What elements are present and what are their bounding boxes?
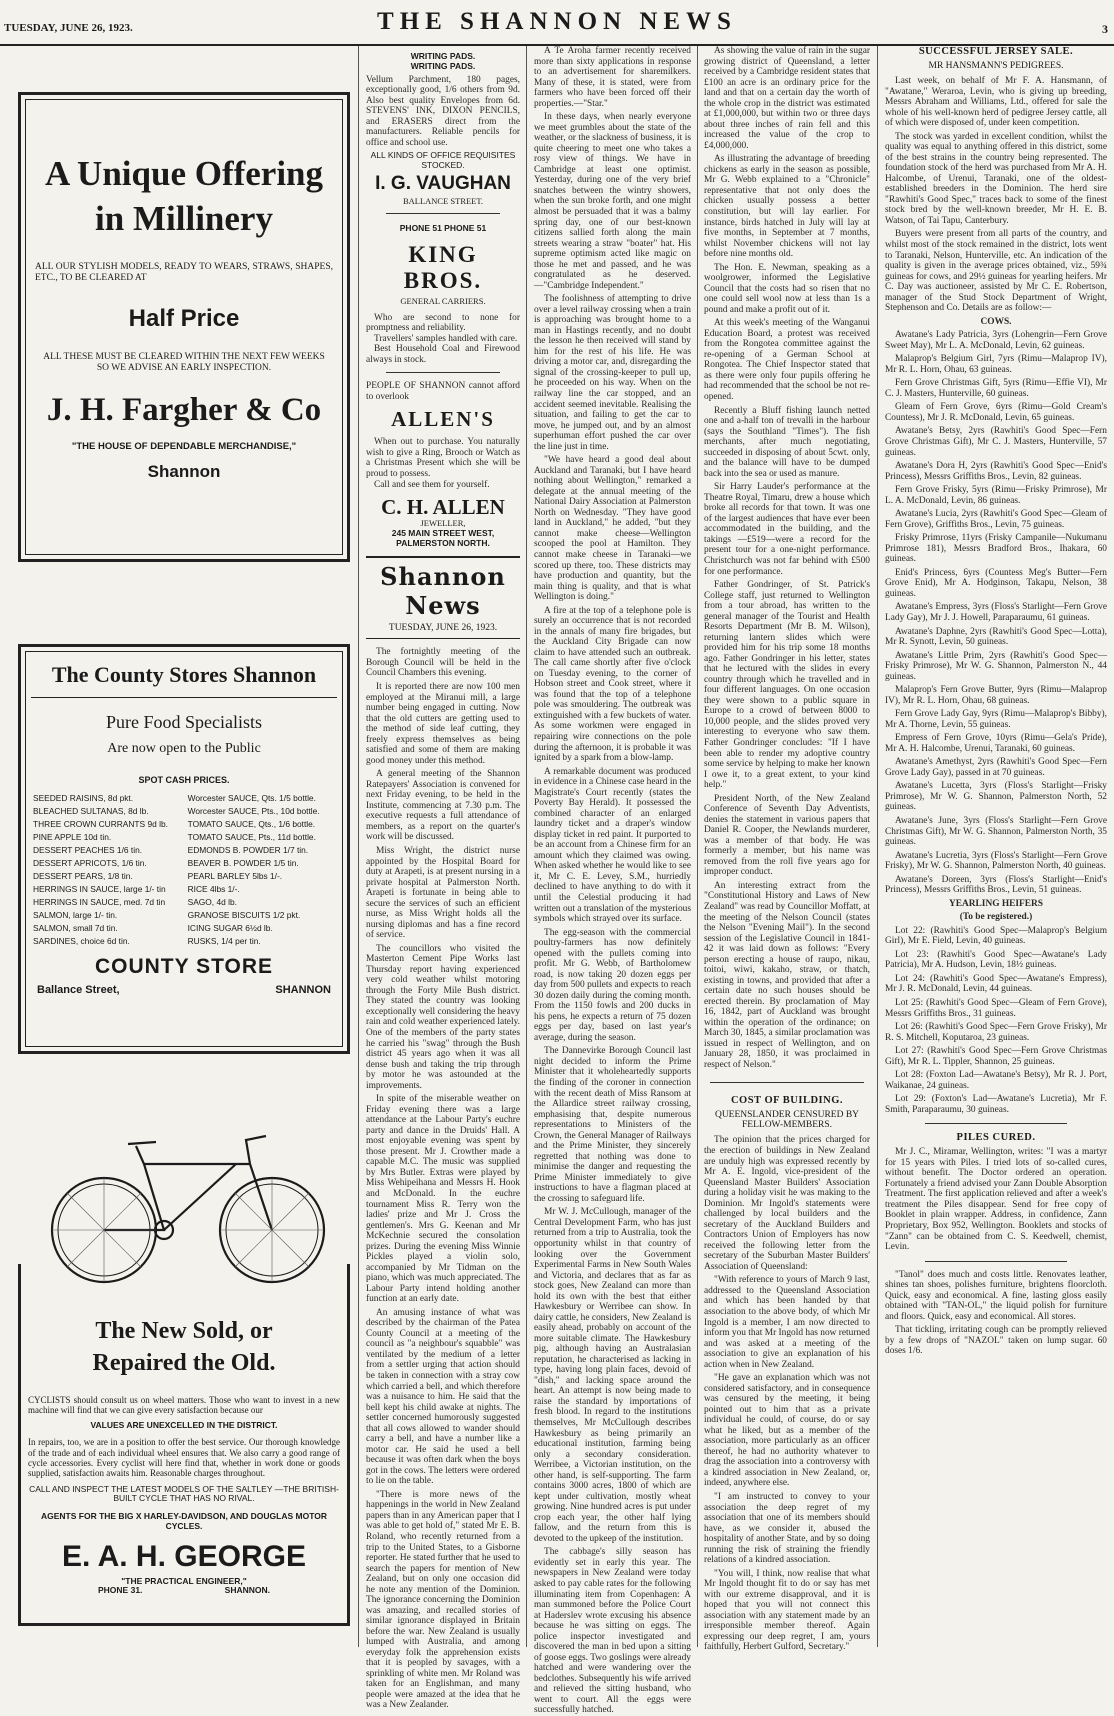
article-paragraph: A fire at the top of a telephone pole is surely an occurrence that is not recorded in the annals of many fire brigades, but the Auckland City Brigade can now claim to have attended such an outbreak. The call came shortly after five o'clock on Tuesday evening, to the corner of Hobson street and Cook street, where it was found that the top of a telephone pole was smouldering. The outbreak was extinguished with a few buckets of water. As some workmen were engaged in repairing wire connections on the pole during the afternoon, it is probable it was ignited by a spark from a blow-lamp. [534,605,691,764]
editorial-date: TUESDAY, JUNE 26, 1923. [388,623,498,634]
column-rule [877,46,878,1647]
article-paragraph: Lot 27: (Rawhiti's Good Spec—Fern Grove Christmas Gift), Mr R. L. Tippler, Shannon, 25 guineas. [885,1046,1107,1067]
building-subheading: QUEENSLANDER CENSURED BY FELLOW-MEMBERS. [714,1110,860,1131]
price-row [31,908,337,921]
bicycle-icon [36,1118,336,1288]
cycle-advert [18,1118,350,1626]
millinery-advert [18,92,350,562]
article-paragraph: Mr W. J. McCullough, manager of the Central Development Farm, who has just returned from a trip to Australia, took the opportunity whilst in that country of looking over the Government Experimental Farms in New South Wales and Victoria, and declares that as far as stock goes, New Zealand can more than hold its own with the best that either Hawkesbury or Werribee can show. In dairy cattle, he considers, New Zealand is easily ahead, probably on account of the more suitable climate. The Hawkesbury pig, although having an Australasian reputation, he characterised as lacking in type, having long plain faces, devoid of "dish," and lacking space around the heart. An attempt is now being made to raise the standard by importations of fresh blood. In regard to the institutions themselves, Mr McCullough describes Hawkesbury as being primarily an educational institution, farming being only a secondary consideration. Werribee, a Victorian institution, on the other hand, is self-supporting. The farm contains 3000 acres, 1800 of which are kept under cultivation, mostly wheat growing. Nine hundred acres is put under crop each year, the other half lying fallow, and the return from this is devoted to the upkeep of the institution. [534,1207,691,1544]
price-row [31,934,337,947]
price-item: BEAVER B. POWDER 1/5 tin. [187,857,299,868]
vaughan-stock: ALL KINDS OF OFFICE REQUISITES STOCKED. [370,150,516,171]
jersey-article [885,76,1107,1115]
cycle-values: VALUES ARE UNEXCELLED IN THE DISTRICT. [90,1420,278,1431]
king-phones: PHONE 51 PHONE 51 [399,223,487,234]
jersey-heading: SUCCESSFUL JERSEY SALE. [918,46,1074,57]
article-paragraph: Sir Harry Lauder's performance at the Theatre Royal, Timaru, drew a house which broke all records for that town. It was one of the largest audiences that have ever been accommodated in the building, and the takings —£519—were a record for the present tour for a one-night performance. Christchurch was not far behind with £500 for one performance. [704,482,870,577]
article-paragraph: Lot 23: (Rawhiti's Good Spec—Awatane's Lady Patricia), Mr A. Hudson, Levin, 18½ guineas. [885,949,1107,971]
article-paragraph: The fortnightly meeting of the Borough Council will be held in the Council Chambers this evening. [366,647,520,679]
article-paragraph: As showing the value of rain in the sugar growing district of Queensland, a letter received by a Cambridge resident states that £100 an acre is an ordinary price for the land and that on a certain day the worth of the whole crop in the district was estimated at £1,000,000, but within two or three days about three inches of rain fell and this increased the value of the crop to £4,000,000. [704,46,870,151]
article-paragraph: Awatane's June, 3yrs (Floss's Starlight—Fern Grove Christmas Gift), Mr W. G. Shannon, Palmerston North, 35 guineas. [885,816,1107,848]
article-paragraph: "You will, I think, now realise that what Mr Ingold thought fit to do or say has met with our extreme disapproval, and it is hoped that you will not connect this association with any statement made by an irresponsible member thereof. Again expressing our deep regret, I am, yours faithfully, Herbert Gulford, Secretary." [704,1568,870,1653]
tanol-advert [885,1270,1107,1357]
page-number: 3 [1102,22,1108,36]
article-paragraph: The stock was yarded in excellent condition, whilst the quality was equal to anything offered in this district, some of the best strains in the country being represented. The foundation stock of the herd was purchased from Mr A. H. Halcombe, of Urenui, Taranaki, one of the oldest-established breeders in the Dominion. The herd sire "Rawhiti's Good Spec," traces back to some of the finest stock bred by the well-known breeder, Mr H. E. B. Watson, of Tai Tapu, Canterbury. [885,131,1107,226]
price-list [31,791,337,947]
article-paragraph: A remarkable document was produced in evidence in a Chinese case heard in the Magistrate's Court recently (states the Poverty Bay Herald). It possessed the combined character of an enlarged laundry ticket and a draper's window display ticket in red paint. It purported to be an account from a Chinese firm for an amount which they claimed was owing. When asked whether he would like to see it, Mr C. E. Levey, S.M., hurriedly declined to have anything to do with it until the Celestial producing it had written out a translation of the mysterious symbols which strayed over its surface. [534,766,691,925]
article-paragraph: President North, of the New Zealand Conference of Seventh Day Adventists, denies the statement in various papers that Daniel R. Cooper, the Newlands murderer, was a member of that body. He was formerly a member, but his name was removed from the roll five years ago for improper conduct. [704,793,870,878]
shannon-news-flag: Shannon News [380,562,506,621]
price-row [31,869,337,882]
article-paragraph: COWS. [980,316,1012,327]
piles-body [885,1147,1107,1252]
article-paragraph: (To be registered.) [959,912,1033,923]
article-paragraph: "I am instructed to convey to your association the deep regret of my association that one of its members should have, as we consider it, abused the hospitality of another State, and by so doing running the risk of straining the friendly relations of a kindred association. [704,1492,870,1566]
article-paragraph: An amusing instance of what was described by the chairman of the Patea County Council at a meeting of the council as "a neighbour's squabble" was ventilated by the medium of a letter from a settler urging that action should be taken in connection with a stray cow which carried a bell, and which therefore was a nuisance to him. He said that the bell kept his child awake at nights. The settler concerned humorously suggested that all cows allowed to wander should carry a bell, and have a number like a motor car. He said he used a bell because it was often dark when the boys got in the cows. The letters were ordered to lie on the table. [366,1307,520,1487]
allen-call: Call and see them for yourself. [374,479,490,490]
article-paragraph: The cabbage's silly season has evidently set in early this year. The newspapers in New Zealand were today asked to pay cable rates for the following illuminating item from Copenhagen: A man summoned before the Police Court at Haderslev wrote excusing his absence because he was sitting on eggs. The police inspector investigated and discovered the man in bed upon a sitting of goose eggs. Two goslings were already hatched and were wandering over the bedclothes. Subsequently his wife arrived and relieved the sitting husband, who went to court. All the eggs were successfully hatched. [534,1547,691,1716]
price-item: RICE 4lbs 1/-. [187,883,240,894]
article-paragraph: Malaprop's Belgium Girl, 7yrs (Rimu—Malaprop IV), Mr R. L. Horn, Ohau, 63 guineas. [885,354,1107,375]
article-paragraph: In these days, when nearly everyone we meet grumbles about the state of the weather, or the slackness of business, it is quite cheering to meet one who takes a rosy view of things. We have in Cambridge at least one optimist. Yesterday, during one of the very brief snatches between the wintry showers, when the sun broke forth, and one might almost be persuaded that it was a balmy spring day, one of our best-known citizens sallied forth along the main streets wearing a straw "boater" hat. His supreme optimism acted like magic on those he met and passed, and he was congratulated as he deserved.—"Cambridge Independent." [534,112,691,291]
column-rule [358,46,359,1647]
building-heading: COST OF BUILDING. [730,1095,844,1107]
allen-name-big: ALLEN'S [391,407,495,432]
allen-advert [366,381,520,548]
price-item: HERRINGS IN SAUCE, large 1/- tin [33,883,166,894]
vaughan-line2: WRITING PADS. [410,60,476,71]
millinery-notice: ALL THESE MUST BE CLEARED WITHIN THE NEXT FEW WEEKS SO WE ADVISE AN EARLY INSPECTION. [43,352,325,374]
price-row [31,791,337,804]
price-item: SALMON, small 7d tin. [33,922,118,933]
allen-address2: PALMERSTON NORTH. [396,537,490,548]
county-open: Are now open to the Public [107,741,261,757]
article-paragraph: Awatane's Empress, 3yrs (Floss's Starlight—Fern Grove Lady Gay), Mr J. J. Howell, Paraparaumu, 61 guineas. [885,602,1107,623]
article-paragraph: Enid's Princess, 6yrs (Countess Meg's Butter—Fern Grove Enid), Mr A. Hodginson, Takapu, Nelson, 38 guineas. [885,567,1107,599]
vaughan-advert [366,52,520,206]
price-item: Worcester SAUCE, Pts., 10d bottle. [187,805,320,816]
price-item: SEEDED RAISINS, 8d pkt. [33,792,134,803]
article-paragraph: Father Gondringer, of St. Patrick's College staff, just returned to Wellington from a tour abroad, has written to the general manager of the Tourist and Health Resorts Department (Mr B. M. Wilson), returning lantern slides which were provided him for his trip some 18 months ago. Father Gondringer in his letter, states that he lectured with the slides in every country through which he travelled and in four different languages. On one occasion they were shown to a public square in Europe to a crowd of between 8000 to 10,000 people, and the slides proved very interesting to everyone who saw them. Father Gondringer concludes: "If I have been able to render my adoptive country some service by helping to make her known I owe it, to a great extent, to your kind help." [704,580,870,791]
article-paragraph: Malaprop's Fern Grove Butter, 9yrs (Rimu—Malaprop IV), Mr R. L. Horn, Ohau, 68 guineas. [885,685,1107,706]
price-item: BLEACHED SULTANAS, 8d lb. [33,805,149,816]
millinery-intro: ALL OUR STYLISH MODELS, READY TO WEARS, STRAWS, SHAPES, ETC., TO BE CLEARED AT [35,262,333,283]
article-paragraph: Fern Grove Frisky, 5yrs (Rimu—Frisky Primrose), Mr L. A. McDonald, Levin, 86 guineas. [885,485,1107,506]
price-item: DESSERT PEARS, 1/8 tin. [33,870,133,881]
allen-address1: 245 MAIN STREET WEST, [391,527,495,538]
price-row [31,895,337,908]
king-name: KING BROS. [403,242,483,293]
news-paragraphs-3 [534,46,691,1716]
cycle-tagline: "THE PRACTICAL ENGINEER," [121,1575,247,1586]
article-paragraph: The opinion that the prices charged for the erection of buildings in New Zealand are unduly high was expressed recently by Mr A. E. Ingold, vice-president of the Queensland Master Builders' Association during a holiday visit he was making to the Dominion. Mr Ingold's statements were challenged by local builders and the secretary of the Auckland Builders and Contractors Union of Employers has now received the following letter from the secretary of the Suburban Master Builders' Association of Queensland: [704,1135,870,1272]
article-paragraph: It is reported there are now 100 men employed at the Miranui mill, a large number being engaged in cutting. Now that the old cutters are getting used to the method of side leaf cutting, they freely express themselves as being satisfied and some of them are making good money under this method. [366,682,520,766]
article-paragraph: Fern Grove Lady Gay, 9yrs (Rimu—Malaprop's Bibby), Mr A. Thorne, Levin, 55 guineas. [885,709,1107,730]
article-paragraph: The Dannevirke Borough Council last night decided to inform the Prime Minister that it wholeheartedly supports the finding of the coroner in connection with the recent death of Miss Ransom at the Allardice street railway crossing, emphasising that, despite numerous representations to Ministers of the Crown, the General Manager of Railways and the Prime Minister, they sincerely regretted that nothing was done to minimise the danger and requesting the Prime Minister immediately to give instructions to have a flagman placed at the crossing to safeguard life. [534,1046,691,1204]
price-item: SARDINES, choice 6d tin. [33,935,130,946]
price-item: GRANOSE BISCUITS 1/2 pkt. [187,909,301,920]
cycle-firm: E. A. H. GEORGE [62,1539,306,1573]
millinery-firm: J. H. Fargher & Co [46,392,322,429]
county-town: SHANNON [275,984,331,997]
column-4 [704,46,870,1653]
article-paragraph: Awatane's Betsy, 2yrs (Rawhiti's Good Spec—Fern Grove Christmas Gift), Mr C. J. Masters, Hunterville, 57 guineas. [885,426,1107,458]
cycle-intro: CYCLISTS should consult us on wheel matters. Those who want to invest in a new machine will find that we can give every satisfaction because our [28,1394,340,1416]
price-item: THREE CROWN CURRANTS 9d lb. [33,818,168,829]
article-paragraph: An interesting extract from the "Constitutional History and Laws of New Zealand" was read by Councillor Moffatt, at the meeting of the Nelson Council (states the Nelson "Evening Mail"). In the second session of the Legislative Council in 1841-42 it was laid down as follows: "Every person erecting a house of raupo, nikau, toitoi, wiwi, kakaho, straw, or thatch, existing in towns, and provided that after a certain date no such houses should be erected therein. By proclamation of May 16, 1842, part of Auckland was brought within the operation of the ordinance; on March 30, 1845, a similar proclamation was issued in respect of Wellington, and on January 28, 1850, it was proclaimed in respect of Nelson." [704,880,870,1070]
price-row [31,817,337,830]
piles-text: Mr J. C., Miramar, Wellington, writes: "I was a martyr for 15 years with Piles. I tried lots of so-called cures, without benefit. The Doctor ordered an operation. Fortunately a friend advised your Zann Double Absorption Treatment. The first application relieved and after a week's treatment the Piles disappear. Send for free copy of Booklet in plain wrapper. Address, in confidence, Zann Proprietary, Box 952, Wellington. Booklets and stocks of "Zann" can be obtained from C. S. Keedwell, chemist, Levin. [885,1147,1107,1253]
article-paragraph: At this week's meeting of the Wanganui Education Board, a protest was received from the Rongotea committee against the re-opening of a German School at Rongotea. The Chief Inspector stated that as there were only four pupils offering he had recommended that the school be not re-opened. [704,318,870,402]
vaughan-line1: WRITING PADS. [410,51,476,61]
allen-teaser: PEOPLE OF SHANNON cannot afford to overlook [366,381,520,402]
cycle-agents: AGENTS FOR THE BIG X HARLEY-DAVIDSON, AND DOUGLAS MOTOR CYCLES. [40,1511,328,1531]
county-title: The County Stores Shannon [51,662,317,687]
cycle-headline-2: Repaired the Old. [92,1350,276,1377]
article-paragraph: Lot 28: (Foxton Lad—Awatane's Betsy), Mr R. J. Port, Waikanae, 24 guineas. [885,1070,1107,1091]
king-trade: GENERAL CARRIERS. [400,295,486,306]
cycle-town: SHANNON. [224,1585,270,1596]
price-row [31,921,337,934]
article-paragraph: The councillors who visited the Masterton Cement Pipe Works last Thursday report having experienced very cold weather whilst motoring through the Forty Mile Bush district. They stated the country was looking exceptionally well considering the heavy rain and cold weather experienced lately. One of the members of the party states he carried his "swag" through the Bush district 45 years ago when it was all dense bush and taking the trip through by motor he was astounded at the improvements. [366,943,520,1091]
article-paragraph: Awatane's Lucretia, 3yrs (Floss's Starlight—Fern Grove Frisky), Mr W. G. Shannon, Palmerston North, 40 guineas. [885,850,1107,872]
article-paragraph: Frisky Primrose, 11yrs (Frisky Campanile—Nukumanu Primrose 181), Messrs Bradford Bros., Ihakara, 60 guineas. [885,533,1107,565]
tanol-text: "Tanol" does much and costs little. Renovates leather, shines tan shoes, polishes furniture, brightens floorcloth. Quick, easy and economical. A fine, lasting gloss easily obtained with "TAN-OL," the liquid polish for furniture and floors. Quick, easy and economical. All stores. [885,1269,1107,1322]
price-row [31,882,337,895]
article-paragraph: Lot 24: (Rawhiti's Good Spec—Awatane's Empress), Mr J. R. McDonald, Levin, 44 guineas. [885,973,1107,995]
county-stores-advert [18,644,350,1054]
article-paragraph: Awatane's Doreen, 3yrs (Floss's Starlight—Enid's Princess), Messrs Griffiths Bros., Levin, 51 guineas. [885,874,1107,896]
news-paragraphs-4 [704,46,870,1070]
price-row [31,804,337,817]
price-item: DESSERT PEACHES 1/6 tin. [33,844,143,855]
article-paragraph: The Hon. E. Newman, speaking as a woolgrower, informed the Legislative Council that the costs had so risen that no one could sell wool now at less than 1s a pound and make a profit out of it. [704,262,870,315]
price-item: Worcester SAUCE, Qts. 1/5 bottle. [187,792,316,803]
article-paragraph: "There is more news of the happenings in the world in New Zealand papers than in any American paper that I was able to get hold of," stated Mr E. B. Roland, who recently returned from a trip to the United States, to a Gisborne reporter. He stated further that he used to search the papers for mention of New Zealand, but on only one occasion did he note any mention of the Dominion. The ignorance concerning the Dominion was amazing, and recalled stories of similar ignorance displayed in Britain before the war. New Zealand is usually lumped with Australia, and among everyday folk the apprehension exists that it is peopled by savages, with a sprinkling of white men. Mr Roland was taken for an Englishman, and many people were amazed at the idea that he was a New Zealander. [366,1489,520,1711]
county-specialists: Pure Food Specialists [106,712,262,733]
article-paragraph: As illustrating the advantage of breeding chickens as early in the season as possible, Mr G. Webb explained to a "Chronicle" representative that not only does the chicken usually possess a better constitution, but will lay earlier. For instance, birds hatched in July will lay at five months, in September at 7 months, whilst November chickens will not lay before nine months old. [704,154,870,260]
king-body3: Best Household Coal and Firewood always in stock. [366,344,520,365]
article-paragraph: The foolishness of attempting to drive over a level railway crossing when a train is approaching was brought home to a man in Hastings recently, and no doubt the lesson he then received will stand by him for the rest of his life. He was driving a motor car, and, disregarding the signal of the crossing-keeper to pull up, he proceeded on his way. When on the railway line the car stopped, and an accident seemed inevitable. Realising the situation, and failing to get the car to move, he jumped out, and by an almost superhuman effort pushed the car over the line just in time. [534,294,691,452]
article-paragraph: Lot 25: (Rawhiti's Good Spec—Gleam of Fern Grove), Messrs Griffiths Bros., 31 guineas. [885,997,1107,1019]
allen-trade: JEWELLER, [420,518,466,529]
county-street: Ballance Street, [37,984,120,997]
article-paragraph: Awatane's Lady Patricia, 3yrs (Lohengrin—Fern Grove Sweet May), Mr L. A. McDonald, Levin, 62 guineas. [885,330,1107,351]
price-item: EDMONDS B. POWDER 1/7 tin. [187,844,309,855]
price-item: PEARL BARLEY 5lbs 1/-. [187,870,283,881]
millinery-tagline: "THE HOUSE OF DEPENDABLE MERCHANDISE," [71,441,297,453]
column-5 [885,46,1107,1647]
allen-body: When out to purchase. You naturally wish to give a Ring, Brooch or Watch as a Christmas Present which she will be proud to possess. [366,437,520,479]
price-item: PINE APPLE 10d tin. [33,831,112,842]
price-item: SAGO, 4d lb. [187,896,237,907]
article-paragraph: A general meeting of the Shannon Ratepayers' Association is convened for next Friday evening, to be held in the Institute, commencing at 7.30 p.m. The executive requests a full attendance of members, as a report on the quarter's work will be discussed. [366,769,520,843]
article-paragraph: A Te Aroha farmer recently received more than sixty applications in response to an advertisement for sharemilkers. Many of these, it is stated, were from farmers who have been forced off their properties.—"Star." [534,46,691,109]
article-paragraph: YEARLING HEIFERS [948,898,1044,909]
column-rule [526,46,527,1647]
price-item: SALMON, large 1/- tin. [33,909,118,920]
millinery-title-2: in Millinery [95,198,273,238]
price-item: RUSKS, 1/4 per tin. [187,935,261,946]
price-row [31,843,337,856]
article-paragraph: Lot 26: (Rawhiti's Good Spec—Fern Grove Frisky), Mr R. S. Mitchell, Koputaroa, 23 guineas. [885,1022,1107,1043]
price-item: TOMATO SAUCE, Qts., 1/6 bottle. [187,818,316,829]
vaughan-name: I. G. VAUGHAN [375,172,511,194]
masthead-title: THE SHANNON NEWS [377,8,737,35]
article-paragraph: Awatane's Lucetta, 3yrs (Floss's Starlight—Frisky Primrose), Mr W. G. Shannon, Palmerston North, 52 guineas. [885,781,1107,813]
price-row [31,830,337,843]
article-paragraph: Fern Grove Christmas Gift, 5yrs (Rimu—Effie VI), Mr C. J. Masters, Hunterville, 60 guineas. [885,378,1107,399]
article-paragraph: Awatane's Little Prim, 2yrs (Rawhiti's Good Spec—Frisky Primrose), Mr W. G. Shannon, Palmerston N., 44 guineas. [885,650,1107,682]
vaughan-street: BALLANCE STREET. [402,195,484,206]
king-advert [366,224,520,365]
building-article [704,1135,870,1653]
article-paragraph: Miss Wright, the district nurse appointed by the Hospital Board for duty at Arapeti, is at present nursing in a private hospital at Palmerston North. Arapeti is fortunate in being able to secure the services of such an efficient nurse, as Miss Wright holds all the nursing diplomas and has a fine record of service. [366,845,520,941]
local-news [366,647,520,1711]
cycle-body: In repairs, too, we are in a position to offer the best service. Our thorough knowledge of the trade and of each individual wheel ensures that. We also carry a good range of cycle accessories. Every cyclist will here find that, whether in work done or goods supplied, satisfaction awaits him. Reasonable charges throughout. [28,1437,340,1479]
article-paragraph: "We have heard a good deal about Auckland and Taranaki, but I have heard nothing about Wellington," remarked a delegate at the annual meeting of the National Dairy Association at Palmerston North on Wednesday. "They have good land in Auckland," he added, "but they cannot make cheese—Wellington scooped the pool at Hamilton. They cannot make cheese in Taranaki—we scored up there, too. These districts may have production and quantity, but the main thing is quality, and that is what Wellington is doing." [534,455,691,603]
price-item: TOMATO SAUCE, Pts., 11d bottle. [187,831,316,842]
article-paragraph: Awatane's Dora H, 2yrs (Rawhiti's Good Spec—Enid's Princess), Messrs Griffiths Bros., Levin, 82 guineas. [885,461,1107,482]
column-2 [366,46,520,1711]
article-paragraph: Awatane's Lucia, 2yrs (Rawhiti's Good Spec—Gleam of Fern Grove), Griffiths Bros., Levin, 75 guineas. [885,509,1107,530]
price-row [31,856,337,869]
price-item: ICING SUGAR 6½d lb. [187,922,273,933]
article-paragraph: Buyers were present from all parts of the country, and whilst most of the stock remained in the district, lots went to Taranaki, Nelson, Hunterville, etc. An indication of the quality is given in the average prices obtained, viz., 59¾ guineas for cows, and 29½ guineas for yearling heifers. Mr C. Day was auctioneer, assisted by Mr C. E. Robertson, manager of the Stud Stock Department of Wright, Stephenson and Co. Details are as follow:— [885,229,1107,314]
county-store-name: COUNTY STORE [94,955,274,979]
article-paragraph: Awatane's Daphne, 2yrs (Rawhiti's Good Spec—Lotta), Mr R. Synott, Levin, 50 guineas. [885,626,1107,648]
masthead-bar [0,0,1114,46]
millinery-town: Shannon [147,462,221,482]
millinery-title-1: A Unique Offering [44,154,324,193]
article-paragraph: Gleam of Fern Grove, 6yrs (Rimu—Gold Cream's Countess), Mr J. R. McDonald, Levin, 65 guineas. [885,402,1107,423]
article-paragraph: Last week, on behalf of Mr F. A. Hansmann, of "Awatane," Weraroa, Levin, who is giving up breeding, Messrs Abraham and Williams, Ltd., offered for sale the whole of his well-known herd of pedigree Jersey cattle, all of which were disposed of, under keen competition. [885,76,1107,129]
king-body1: Who are second to none for promptness and reliability. [366,312,520,334]
cycle-phone: PHONE 31. [98,1585,143,1596]
piles-heading: PILES CURED. [956,1132,1036,1144]
nazol-text: That tickling, irritating cough can be promptly relieved by a few drops of "NAZOL" taken on lump sugar. 60 doses 1/6. [885,1325,1107,1357]
article-paragraph: "He gave an explanation which was not considered satisfactory, and in consequence was censured by the meeting, it being pointed out to him that as a private individual he could, of course, do or say what he liked, but as a member of the association, more particularly as an officer thereof, he had no authority whatever to drag the association into a controversy with a kindred association in New Zealand, or, indeed, anywhere else. [704,1373,870,1489]
price-item: HERRINGS IN SAUCE, med. 7d tin [33,896,166,907]
article-paragraph: Awatane's Amethyst, 2yrs (Rawhiti's Good Spec—Fern Grove Lady Gay), passed in at 70 guineas. [885,757,1107,778]
king-body2: Travellers' samples handled with care. [374,333,518,344]
column-rule [697,46,698,1647]
article-paragraph: Lot 29: (Foxton's Lad—Awatane's Lucretia), Mr F. Smith, Paraparaumu, 30 guineas. [885,1094,1107,1115]
jersey-subheading: MR HANSMANN'S PEDIGREES. [928,61,1064,71]
article-paragraph: Recently a Bluff fishing launch netted one and a-half ton of trevalli in the harbour (says the Southland "Times"). The fish merchants, after much negotiating, succeeded in disposing of about 5cwt. only, and the balance will have to be dumped back into the sea or used as manure. [704,405,870,479]
millinery-price: Half Price [128,304,240,332]
issue-date: TUESDAY, JUNE 26, 1923. [4,22,133,34]
cycle-call: CALL AND INSPECT THE LATEST MODELS OF THE SALTLEY —THE BRITISH-BUILT CYCLE THAT HAS NO RIVAL. [29,1483,339,1504]
article-paragraph: In spite of the miserable weather on Friday evening there was a large attendance at the Labour Party's euchre party and dance in the Druids' Hall. A most enjoyable evening was spent by those present. Mr J. Crowther made a capable M.C. The music was supplied by Mrs Butler. Extras were played by Miss Wehipeihana and Messrs H. Hook and McDonald. In the euchre tournament Miss R. Terry won the ladies' prize and Mr J. Cross the gentlemen's. Mrs G. Keenan and Mr McKechnie secured the consolation prizes. During the evening Miss Winnie Pickles played a violin solo, accompanied by Mr Tidman on the piano, which was much appreciated. The Labour Party intend holding another function at an early date. [366,1094,520,1305]
cycle-headline-1: The New Sold, or [95,1318,273,1344]
column-3 [534,46,691,1716]
allen-name: C. H. ALLEN [381,495,505,520]
vaughan-body: Vellum Parchment, 180 pages, exceptionally good, 1/6 others from 9d. Also best quality Envelopes from 6d. STEVENS' INK, DIXON PENCILS, and ERASERS direct from the manufacturers. Reliable pencils for office and school use. [366,74,520,148]
article-paragraph: "With reference to yours of March 9 last, addressed to the Queensland Association and which has been handed by that association to the above body, of which Mr Ingold is a member, I am now directed to inform you that Mr Ingold has now returned and was asked at a meeting of the association to give an explanation of his action when in New Zealand. [704,1275,870,1370]
article-paragraph: Empress of Fern Grove, 10yrs (Rimu—Gela's Pride), Mr A. H. Halcombe, Urenui, Taranaki, 60 guineas. [885,733,1107,754]
price-item: DESSERT APRICOTS, 1/6 tin. [33,857,147,868]
article-paragraph: The egg-season with the commercial poultry-farmers has now definitely opened with the pullets coming into profit. Mr G. Webb, of Bartholomew road, is now taking 20 dozen eggs per day from 500 pullets and expects to reach 30 dozen daily during the coming month. From the 1150 fowls and 200 ducks in his pens, he expects a return of 75 dozen eggs per day, based on last year's average, during the season. [534,927,691,1043]
prices-heading: SPOT CASH PRICES. [138,775,230,786]
article-paragraph: Lot 22: (Rawhiti's Good Spec—Malaprop's Belgium Girl), Mr E. Field, Levin, 40 guineas. [885,925,1107,947]
